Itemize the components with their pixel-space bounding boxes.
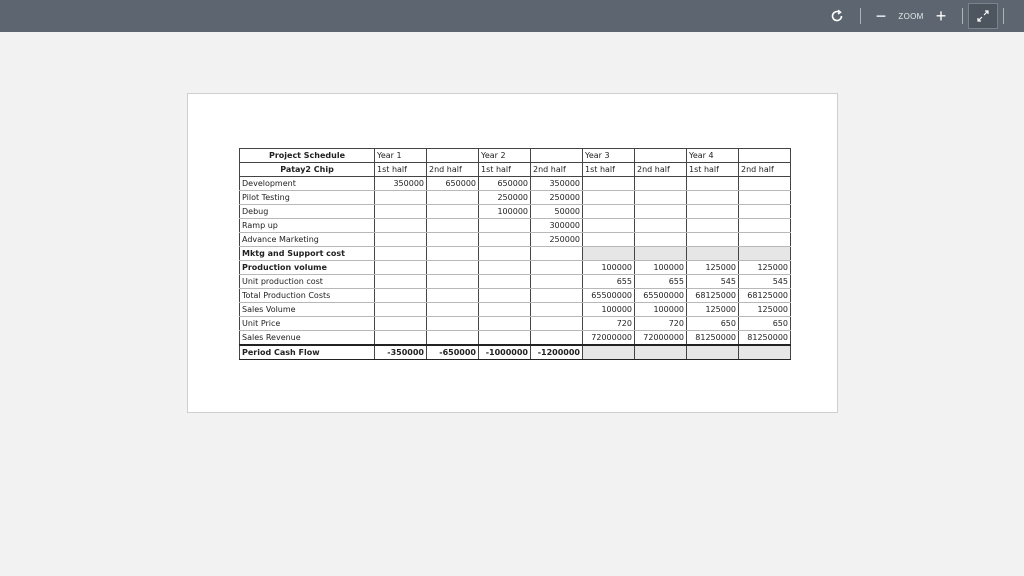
cell: [583, 247, 635, 261]
table-row: [240, 191, 791, 205]
year-header: Year 4: [687, 149, 739, 163]
cell: [687, 247, 739, 261]
cell: 68125000: [687, 289, 739, 303]
refresh-icon[interactable]: [826, 5, 848, 27]
row-label: Pilot Testing: [240, 191, 375, 205]
cell: 655: [583, 275, 635, 289]
cell: 72000000: [583, 331, 635, 346]
cell: -1200000: [531, 345, 583, 360]
year-header: Year 2: [479, 149, 531, 163]
cell: [479, 331, 531, 346]
toolbar-divider: [860, 8, 861, 24]
cell: 250000: [531, 191, 583, 205]
cell: 50000: [531, 205, 583, 219]
cell: [479, 289, 531, 303]
exit-fullscreen-icon[interactable]: [968, 3, 998, 29]
cell: 125000: [687, 261, 739, 275]
cell: [583, 191, 635, 205]
product-name: Patay2 Chip: [240, 163, 375, 177]
cell: [635, 233, 687, 247]
cell: [427, 331, 479, 346]
cell: 250000: [479, 191, 531, 205]
row-label: Period Cash Flow: [240, 345, 375, 360]
cell: 81250000: [739, 331, 791, 346]
year-header: Year 3: [583, 149, 635, 163]
cell: [479, 275, 531, 289]
half-header: 1st half: [583, 163, 635, 177]
cell: [375, 289, 427, 303]
half-header: 2nd half: [531, 163, 583, 177]
year-header: [427, 149, 479, 163]
table-row: [240, 317, 791, 331]
document-page: [187, 93, 838, 413]
project-schedule-table: [239, 148, 791, 360]
cell: [479, 247, 531, 261]
cell: -350000: [375, 345, 427, 360]
cell: [427, 191, 479, 205]
cell: [375, 219, 427, 233]
row-label: Debug: [240, 205, 375, 219]
row-label: Advance Marketing: [240, 233, 375, 247]
cell: [479, 303, 531, 317]
table-row: [240, 331, 791, 346]
row-label: Development: [240, 177, 375, 191]
cell: 720: [583, 317, 635, 331]
table-row: [240, 177, 791, 191]
row-label: Production volume: [240, 261, 375, 275]
cell: [427, 205, 479, 219]
cell: 300000: [531, 219, 583, 233]
table-row: [240, 303, 791, 317]
table-title: Project Schedule: [240, 149, 375, 163]
table-row: [240, 205, 791, 219]
cell: 100000: [479, 205, 531, 219]
table-row: [240, 289, 791, 303]
year-header: [635, 149, 687, 163]
toolbar-divider: [962, 8, 963, 24]
cell: 650: [739, 317, 791, 331]
cell: [427, 317, 479, 331]
cell: 65500000: [635, 289, 687, 303]
cell: [375, 205, 427, 219]
year-header: Year 1: [375, 149, 427, 163]
cell: 100000: [583, 303, 635, 317]
cell: [583, 345, 635, 360]
cell: [479, 261, 531, 275]
table-row: [240, 219, 791, 233]
cell: [739, 191, 791, 205]
cell: 68125000: [739, 289, 791, 303]
row-label: Sales Volume: [240, 303, 375, 317]
row-label: Unit Price: [240, 317, 375, 331]
cell: [687, 219, 739, 233]
cell: [375, 233, 427, 247]
zoom-label: ZOOM: [898, 11, 924, 21]
cell: [583, 233, 635, 247]
toolbar-divider: [1003, 8, 1004, 24]
cell: 650000: [479, 177, 531, 191]
cell: [635, 205, 687, 219]
cell: [531, 261, 583, 275]
zoom-in-button[interactable]: +: [935, 6, 947, 26]
cell: [479, 233, 531, 247]
half-header: 2nd half: [739, 163, 791, 177]
cell: [635, 345, 687, 360]
cell: 350000: [375, 177, 427, 191]
cell: 250000: [531, 233, 583, 247]
cashflow-row: [240, 345, 791, 360]
cell: [583, 219, 635, 233]
cell: 100000: [635, 261, 687, 275]
cell: [479, 219, 531, 233]
half-header: 1st half: [375, 163, 427, 177]
cell: 655: [635, 275, 687, 289]
cell: [427, 261, 479, 275]
cell: 100000: [635, 303, 687, 317]
cell: [531, 289, 583, 303]
cell: [739, 233, 791, 247]
cell: [375, 261, 427, 275]
cell: 81250000: [687, 331, 739, 346]
cell: [375, 247, 427, 261]
half-header: 1st half: [687, 163, 739, 177]
cell: [635, 247, 687, 261]
cell: [375, 331, 427, 346]
cell: 545: [739, 275, 791, 289]
cell: [687, 191, 739, 205]
cell: [739, 219, 791, 233]
year-header: [531, 149, 583, 163]
table-row: [240, 233, 791, 247]
cell: -650000: [427, 345, 479, 360]
row-label: Ramp up: [240, 219, 375, 233]
cell: [479, 317, 531, 331]
cell: [635, 191, 687, 205]
cell: [739, 177, 791, 191]
row-label: Sales Revenue: [240, 331, 375, 346]
cell: [583, 177, 635, 191]
cell: [531, 275, 583, 289]
viewer-toolbar: [0, 0, 1024, 32]
cell: [375, 191, 427, 205]
half-header: 2nd half: [635, 163, 687, 177]
cell: [739, 205, 791, 219]
cell: [375, 317, 427, 331]
cell: 650: [687, 317, 739, 331]
cell: [739, 345, 791, 360]
cell: [635, 177, 687, 191]
cell: [687, 177, 739, 191]
cell: [531, 331, 583, 346]
row-label: Mktg and Support cost: [240, 247, 375, 261]
row-label: Unit production cost: [240, 275, 375, 289]
cell: [375, 303, 427, 317]
cell: [531, 247, 583, 261]
cell: [427, 275, 479, 289]
half-header: 1st half: [479, 163, 531, 177]
table-row: [240, 247, 791, 261]
cell: [635, 219, 687, 233]
year-header: [739, 149, 791, 163]
cell: [427, 303, 479, 317]
cell: 100000: [583, 261, 635, 275]
table-row: [240, 275, 791, 289]
cell: 720: [635, 317, 687, 331]
cell: [687, 233, 739, 247]
cell: [739, 247, 791, 261]
cell: [687, 205, 739, 219]
cell: 125000: [739, 303, 791, 317]
zoom-out-button[interactable]: −: [875, 6, 887, 26]
cell: 125000: [739, 261, 791, 275]
cell: -1000000: [479, 345, 531, 360]
cell: 545: [687, 275, 739, 289]
cell: 650000: [427, 177, 479, 191]
cell: [427, 289, 479, 303]
table-row: [240, 261, 791, 275]
cell: [427, 219, 479, 233]
table-body: [240, 177, 791, 346]
row-label: Total Production Costs: [240, 289, 375, 303]
cell: [531, 303, 583, 317]
cell: 125000: [687, 303, 739, 317]
cell: 72000000: [635, 331, 687, 346]
cell: [583, 205, 635, 219]
half-header: 2nd half: [427, 163, 479, 177]
cell: [427, 247, 479, 261]
cell: [375, 275, 427, 289]
cell: [687, 345, 739, 360]
cell: 350000: [531, 177, 583, 191]
cell: 65500000: [583, 289, 635, 303]
cell: [427, 233, 479, 247]
cell: [531, 317, 583, 331]
